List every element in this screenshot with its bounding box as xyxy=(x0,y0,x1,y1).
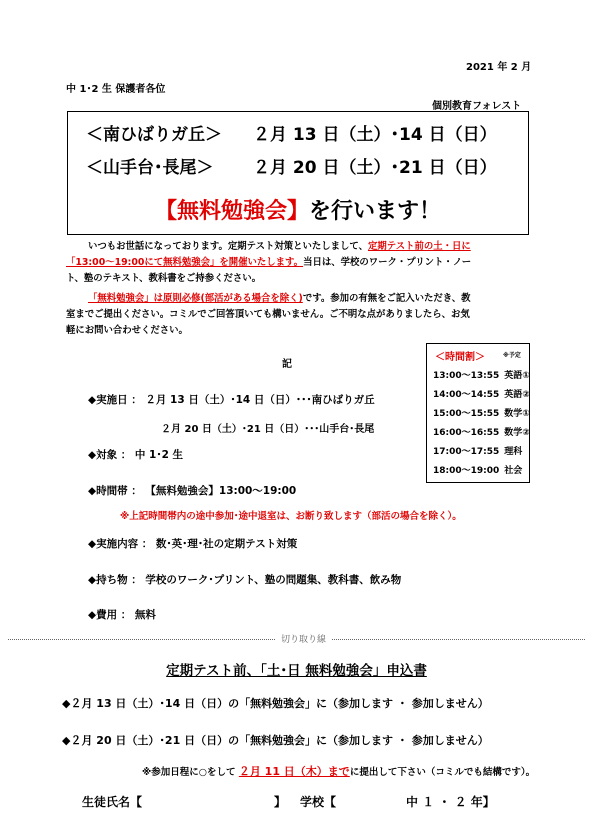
recipient: 中 1･2 生 保護者各位 xyxy=(66,84,166,95)
issue-date: 2021 年 2 月 xyxy=(466,62,532,73)
headline-location-2: ＜山手台･長尾＞ xyxy=(86,158,214,178)
intro-line-5: 室までご提出ください。コミルでご回答頂いても構いません。ご不明な点がありましたら、お気 xyxy=(66,309,470,320)
form-note xyxy=(142,763,535,779)
ki-heading: 記 xyxy=(282,359,292,370)
intro-highlight: 定期テスト前の土・日に xyxy=(367,241,471,252)
timetable-box xyxy=(426,343,530,483)
timetable-time: 14:00～14:55 xyxy=(433,390,500,400)
form-line-2: ◆２月 20 日（土）･21 日（日）の「無料勉強会」に（参加します ・ 参加しません） xyxy=(62,734,489,747)
intro-line-6: 軽にお問い合わせください。 xyxy=(66,325,188,336)
detail-date xyxy=(88,392,375,407)
timetable-time: 13:00～13:55 xyxy=(433,371,500,381)
timetable-row xyxy=(433,406,530,419)
intro-line-3: ト、塾のテキスト、教科書をご持参ください。 xyxy=(66,273,261,284)
organization-name: 個別教育フォレスト xyxy=(432,101,522,112)
detail-warning: ※上記時間帯内の途中参加･途中退室は、お断り致します（部活の場合を除く）。 xyxy=(120,511,462,522)
detail-date-label: ◆実施日 ： xyxy=(88,394,142,406)
detail-time: ◆時間帯 ： 【無料勉強会】13:00～19:00 xyxy=(88,485,297,497)
timetable-row xyxy=(433,425,530,438)
timetable-time: 17:00～17:55 xyxy=(433,447,500,457)
timetable-row xyxy=(433,387,530,400)
cut-line-label: 切り取り線 xyxy=(276,632,331,645)
school-label: 学校【 xyxy=(300,795,337,809)
student-name-label: 生徒氏名【 xyxy=(82,795,143,809)
intro-highlight: 「無料勉強会」は原則必修(部活がある場合を除く) xyxy=(88,293,303,304)
timetable-row xyxy=(433,444,522,457)
intro-line-2 xyxy=(66,256,471,269)
timetable-title: ＜時間割＞ xyxy=(435,352,485,363)
form-title: 定期テスト前、「土･日 無料勉強会」申込書 xyxy=(166,663,427,679)
grade-label: 中 １ ・ ２ 年】 xyxy=(406,795,495,809)
timetable-subject: 英語② xyxy=(504,390,530,400)
detail-date-1: ２月 13 日（土）･14 日（日）･･･南ひばりガ丘 xyxy=(145,394,375,406)
timetable-subject: 数学① xyxy=(504,409,530,419)
intro-highlight: 「13:00～19:00にて無料勉強会」を開催いたします。 xyxy=(66,257,304,268)
form-note-text: に提出して下さい（コミルでも結構です）。 xyxy=(349,767,536,778)
detail-date-2: ２月 20 日（土）･21 日（日）･･･山手台･長尾 xyxy=(161,424,375,435)
detail-fee: ◆費用 ： 無料 xyxy=(88,609,156,621)
headline-dates-2: ２月 20 日（土）･21 日（日） xyxy=(253,158,497,178)
timetable-time: 15:00～15:55 xyxy=(433,409,500,419)
timetable-row xyxy=(433,463,522,476)
timetable-subject: 英語① xyxy=(504,371,530,381)
headline-box xyxy=(67,111,529,235)
timetable-row xyxy=(433,368,530,381)
form-note-text: ※参加日程に○をして xyxy=(142,767,239,778)
intro-text: です。参加の有無をご記入いただき、教 xyxy=(302,293,471,304)
timetable-note: ※予定 xyxy=(503,352,521,359)
detail-content: ◆実施内容 ： 数･英･理･社の定期テスト対策 xyxy=(88,538,298,550)
form-line-1: ◆２月 13 日（土）･14 日（日）の「無料勉強会」に（参加します ・ 参加しません） xyxy=(62,697,489,710)
timetable-subject: 数学② xyxy=(504,428,530,438)
event-suffix: を行います！ xyxy=(309,199,442,224)
event-headline xyxy=(68,194,528,225)
student-name-close: 】 xyxy=(274,795,287,809)
intro-line-1 xyxy=(88,240,471,253)
timetable-subject: 社会 xyxy=(504,466,523,476)
intro-text: 当日は、学校のワーク・プリント・ノー xyxy=(303,257,472,268)
student-info-line xyxy=(82,793,495,810)
timetable-subject: 理科 xyxy=(504,447,523,457)
intro-line-4 xyxy=(88,292,470,305)
timetable-time: 18:00～19:00 xyxy=(433,466,500,476)
headline-dates-1: ２月 13 日（土）･14 日（日） xyxy=(253,125,497,145)
detail-target: ◆対象 ： 中 1･2 生 xyxy=(88,449,184,461)
headline-location-1: ＜南ひばりガ丘＞ xyxy=(86,125,222,145)
timetable-time: 16:00～16:55 xyxy=(433,428,500,438)
form-deadline: ２月 11 日（木）まで xyxy=(238,765,350,778)
event-name: 【無料勉強会】 xyxy=(154,199,309,224)
intro-text: いつもお世話になっております。定期テスト対策といたしまして、 xyxy=(88,241,368,252)
detail-belongings: ◆持ち物 ： 学校のワーク･プリント、塾の問題集、教科書、飲み物 xyxy=(88,574,402,586)
